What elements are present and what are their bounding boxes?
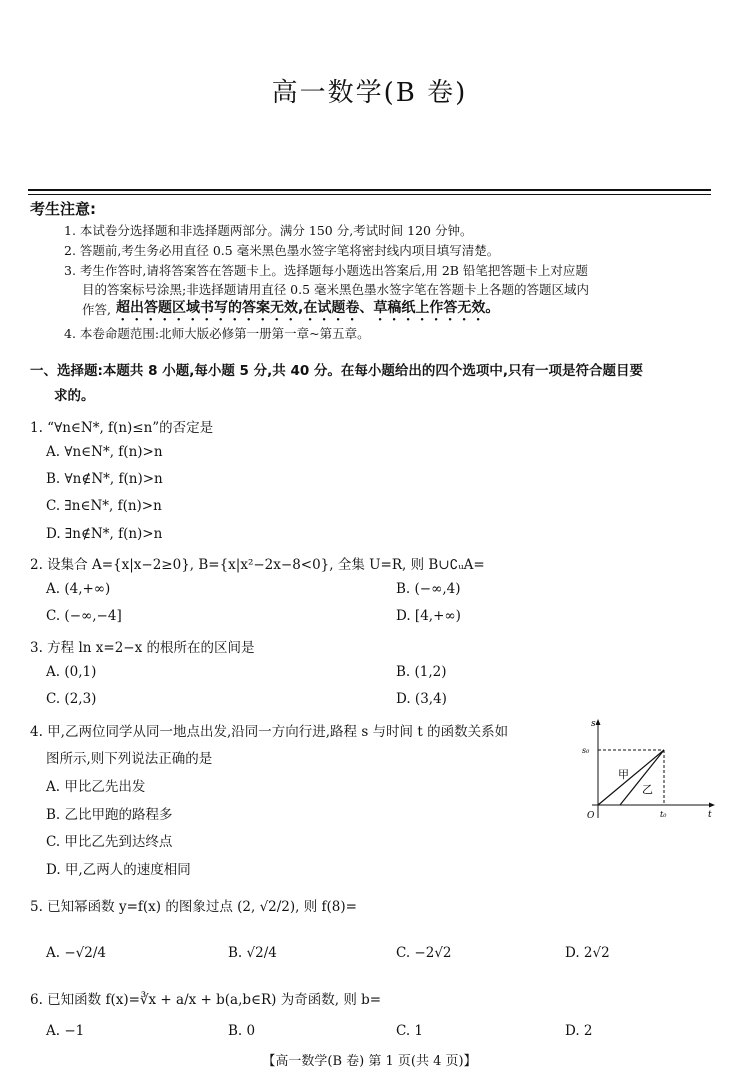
notice-item-1: 1. 本试卷分选择题和非选择题两部分。满分 150 分,考试时间 120 分钟。 [64,223,473,238]
graph-y-axis-label: s [591,719,596,729]
graph-x-axis-label: t [708,810,712,820]
question-1-option-d: D. ∃n∉N*, f(n)>n [46,526,163,542]
question-2-option-a: A. (4,+∞) [46,581,111,597]
notice-item-2: 2. 答题前,考生务必用直径 0.5 毫米黑色墨水签字笔将密封线内项目填写清楚。 [64,243,500,258]
question-1-option-c: C. ∃n∈N*, f(n)>n [46,498,162,514]
question-4-graph [578,716,718,824]
question-6-option-b: B. 0 [228,1023,256,1039]
question-1-option-a: A. ∀n∈N*, f(n)>n [46,444,163,460]
question-3-stem: 3. 方程 ln x=2−x 的根所在的区间是 [30,640,255,656]
top-double-rule [28,189,711,191]
question-2-option-d: D. [4,+∞) [396,608,461,624]
question-2-stem: 2. 设集合 A={x|x−2≥0}, B={x|x²−2x−8<0}, 全集 U=R, 则 B∪∁ᵤA= [30,557,485,573]
notice-item-3: 3. 考生作答时,请将答案答在答题卡上。选择题每小题选出答案后,用 2B 铅笔把答题卡上对应题 [64,263,588,278]
graph-origin-label: O [587,811,595,821]
graph-label-jia: 甲 [618,768,629,781]
notice-heading: 考生注意: [30,200,96,218]
page-footer: 【高一数学(B 卷) 第 1 页(共 4 页)】 [262,1054,477,1069]
question-4-option-b: B. 乙比甲跑的路程多 [46,807,173,823]
question-3-option-c: C. (2,3) [46,691,97,707]
graph-label-yi: 乙 [642,783,653,796]
graph-x-tick-label: t₀ [660,810,667,819]
question-5-option-b: B. √2/4 [228,945,277,961]
question-6-option-a: A. −1 [46,1023,85,1039]
graph-y-tick-label: s₀ [582,746,590,755]
question-4-option-a: A. 甲比乙先出发 [46,779,146,795]
question-1-stem: 1. “∀n∈N*, f(n)≤n”的否定是 [30,420,214,436]
question-6-option-c: C. 1 [396,1023,424,1039]
question-4-option-d: D. 甲,乙两人的速度相同 [46,862,191,878]
question-5-option-d: D. 2√2 [565,945,610,961]
question-4-stem-cont: 图所示,则下列说法正确的是 [46,751,213,767]
question-5-option-a: A. −√2/4 [46,945,106,961]
question-2-option-c: C. (−∞,−4] [46,608,122,624]
notice-emphasis: 超出答题区域书写的答案无效,在试题卷、草稿纸上作答无效。 [116,300,500,316]
notice-item-3-cont: 目的答案标号涂黑;非选择题请用直径 0.5 毫米黑色墨水签字笔在答题卡上各题的答题区域内 [82,282,590,297]
section-heading: 一、选择题:本题共 8 小题,每小题 5 分,共 40 分。在每小题给出的四个选项中,只有一项是符合题目要 [30,363,644,379]
top-double-rule-thin [28,194,711,195]
question-4-option-c: C. 甲比乙先到达终点 [46,834,173,850]
question-3-option-a: A. (0,1) [46,664,97,680]
question-4-stem: 4. 甲,乙两位同学从同一地点出发,沿同一方向行进,路程 s 与时间 t 的函数关系如 [30,724,509,740]
question-5-stem: 5. 已知幂函数 y=f(x) 的图象过点 (2, √2/2), 则 f(8)= [30,899,357,915]
question-6-stem: 6. 已知函数 f(x)=∛x + a/x + b(a,b∈R) 为奇函数, 则 b= [30,992,382,1008]
notice-item-4: 4. 本卷命题范围:北师大版必修第一册第一章~第五章。 [64,326,370,341]
question-1-option-b: B. ∀n∉N*, f(n)>n [46,471,163,487]
notice-item-3-cont2: 作答, [82,302,111,317]
question-3-option-d: D. (3,4) [396,691,447,707]
question-5-option-c: C. −2√2 [396,945,452,961]
section-heading-cont: 求的。 [54,388,95,404]
page-title: 高一数学(B 卷) [271,78,468,108]
question-6-option-d: D. 2 [565,1023,593,1039]
question-2-option-b: B. (−∞,4) [396,581,461,597]
question-3-option-b: B. (1,2) [396,664,447,680]
